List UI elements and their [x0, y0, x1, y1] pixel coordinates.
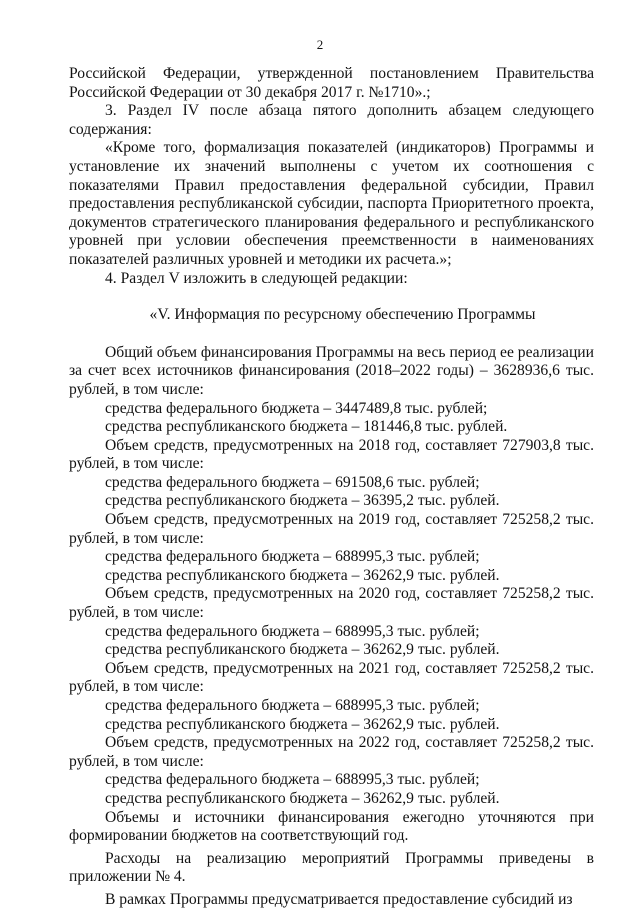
- paragraph: средства федерального бюджета – 688995,3 тыс. рублей;: [105, 548, 480, 566]
- paragraph: 4. Раздел V изложить в следующей редакции:: [105, 269, 408, 287]
- paragraph: Общий объем финансирования Программы на весь период ее реализации за счет всех источников финансирования (2018–2022 годы) – 3628936,6 тыс. рублей, в том числе:: [69, 343, 594, 398]
- paragraph: Объем средств, предусмотренных на 2018 год, составляет 727903,8 тыс. рублей, в том числе:: [69, 436, 594, 473]
- paragraph: средства федерального бюджета – 3447489,8 тыс. рублей;: [105, 399, 488, 417]
- paragraph: средства федерального бюджета – 688995,3 тыс. рублей;: [105, 771, 480, 789]
- paragraph: Объем средств, предусмотренных на 2019 год, составляет 725258,2 тыс. рублей, в том числе:: [69, 511, 594, 547]
- paragraph: средства республиканского бюджета – 36262,9 тыс. рублей.: [105, 566, 500, 584]
- paragraph: Объем средств, предусмотренных на 2022 год, составляет 725258,2 тыс. рублей, в том числе:: [69, 734, 594, 770]
- paragraph: 3. Раздел IV после абзаца пятого дополнить абзацем следующего содержания:: [69, 102, 594, 138]
- paragraph: Расходы на реализацию мероприятий Программы приведены в приложении № 4.: [69, 849, 594, 886]
- paragraph: средства федерального бюджета – 691508,6 тыс. рублей;: [105, 473, 480, 491]
- section-title: «V. Информация по ресурсному обеспечению Программы: [149, 306, 536, 324]
- paragraph: Объемы и источники финансирования ежегодно уточняются при формировании бюджетов на соответствующий год.: [69, 808, 594, 845]
- paragraph: средства республиканского бюджета – 36395,2 тыс. рублей.: [105, 492, 500, 510]
- page-number: 2: [316, 37, 324, 52]
- paragraph: Российской Федерации, утвержденной постановлением Правительства Российской Федерации от 30 декабря 2017 г. №1710».;: [69, 65, 594, 101]
- paragraph: средства республиканского бюджета – 36262,9 тыс. рублей.: [105, 641, 500, 659]
- paragraph: средства республиканского бюджета – 181446,8 тыс. рублей.: [105, 418, 508, 436]
- paragraph: средства федерального бюджета – 688995,3 тыс. рублей;: [105, 622, 480, 640]
- paragraph: средства федерального бюджета – 688995,3 тыс. рублей;: [105, 697, 480, 714]
- paragraph: «Кроме того, формализация показателей (индикаторов) Программы и установление их значений выполнены с учетом их соотношения с показателями Правил предоставления федеральной субсидии, Правил предоставления республиканской субсидии, паспорта Приоритетного проекта, документов стратегического планирования федерального и республиканского уровней при условии обеспечения преемственности в наименованиях показателей различных уровней и методики их расчета.»;: [69, 139, 594, 268]
- paragraph: Объем средств, предусмотренных на 2021 год, составляет 725258,2 тыс. рублей, в том числе:: [69, 659, 594, 696]
- paragraph: В рамках Программы предусматривается предоставление субсидий из: [105, 890, 573, 908]
- document-body: [69, 65, 594, 910]
- paragraph: средства республиканского бюджета – 36262,9 тыс. рублей.: [105, 715, 500, 733]
- paragraph: средства республиканского бюджета – 36262,9 тыс. рублей.: [105, 789, 500, 807]
- paragraph: Объем средств, предусмотренных на 2020 год, составляет 725258,2 тыс. рублей, в том числе:: [69, 585, 594, 622]
